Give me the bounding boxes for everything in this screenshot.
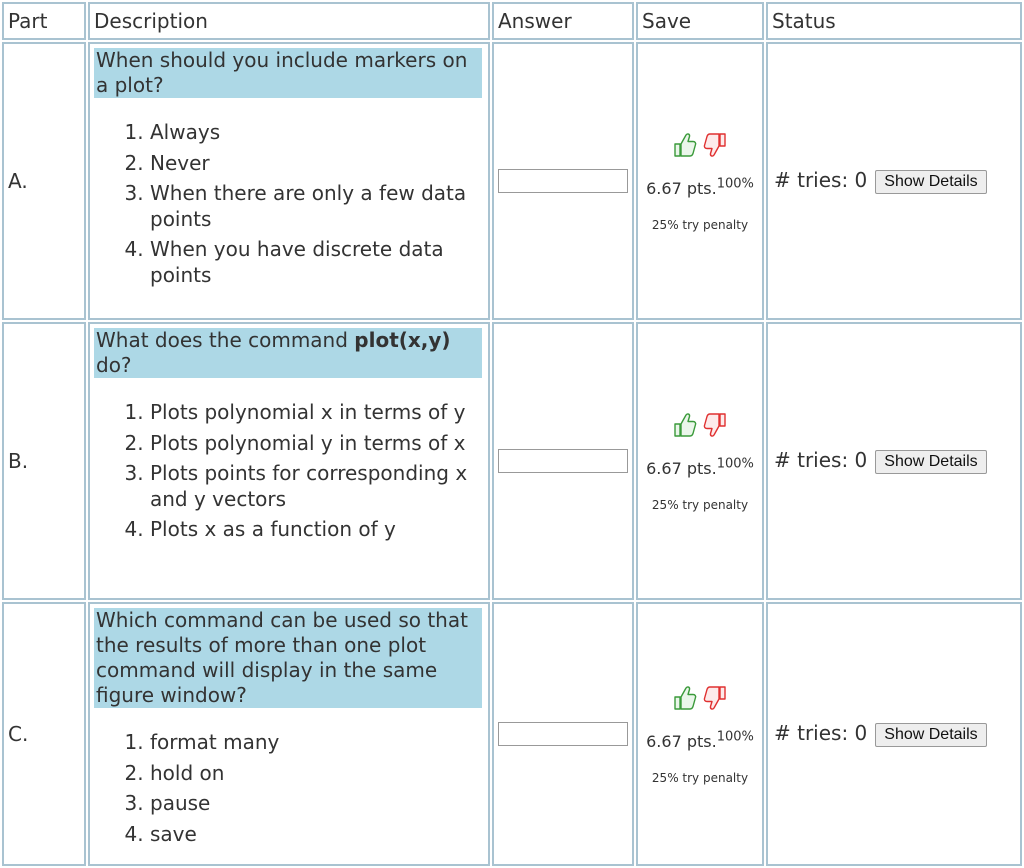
points-value: 6.67 pts.	[646, 178, 717, 198]
header-answer: Answer	[492, 2, 634, 40]
question-row-b	[2, 322, 1022, 600]
thumbs-down-icon[interactable]	[703, 683, 729, 713]
header-row	[2, 2, 1022, 40]
option-item: 3. pause	[150, 791, 482, 817]
answer-input[interactable]	[498, 449, 628, 473]
header-description: Description	[88, 2, 490, 40]
tries-label: # tries: 0	[774, 168, 868, 193]
thumbs-down-icon[interactable]	[703, 130, 729, 160]
option-item: 1. Plots polynomial x in terms of y	[150, 400, 482, 426]
points-label	[646, 456, 754, 478]
description-cell	[88, 602, 490, 866]
options-list	[94, 400, 482, 543]
question-row-a	[2, 42, 1022, 320]
save-cell	[636, 42, 764, 320]
rating-icons	[638, 683, 762, 717]
options-list	[94, 730, 482, 847]
answer-input[interactable]	[498, 722, 628, 746]
points-label	[646, 729, 754, 751]
option-item: 2. Never	[150, 151, 482, 177]
question-text	[94, 328, 482, 378]
option-item: 4. save	[150, 822, 482, 848]
part-label: C.	[2, 602, 86, 866]
header-status: Status	[766, 2, 1022, 40]
question-text-post: do?	[96, 353, 132, 377]
save-cell	[636, 322, 764, 600]
answer-input[interactable]	[498, 169, 628, 193]
option-item: 2. Plots polynomial y in terms of x	[150, 431, 482, 457]
show-details-button[interactable]: Show Details	[875, 450, 986, 474]
thumbs-up-icon[interactable]	[671, 683, 697, 713]
penalty-label: 25% try penalty	[651, 217, 749, 232]
thumbs-up-icon[interactable]	[671, 410, 697, 440]
option-item: 3. When there are only a few data points	[150, 181, 482, 232]
percent-value: 100%	[716, 176, 754, 192]
option-item: 4. Plots x as a function of y	[150, 517, 482, 543]
answer-cell	[492, 322, 634, 600]
save-cell	[636, 602, 764, 866]
description-cell	[88, 42, 490, 320]
part-label: A.	[2, 42, 86, 320]
penalty-label: 25% try penalty	[651, 497, 749, 512]
answer-cell	[492, 42, 634, 320]
option-item: 4. When you have discrete data points	[150, 237, 482, 288]
header-part: Part	[2, 2, 86, 40]
status-cell	[766, 602, 1022, 866]
percent-value: 100%	[716, 729, 754, 745]
show-details-button[interactable]: Show Details	[875, 723, 986, 747]
thumbs-up-icon[interactable]	[671, 130, 697, 160]
description-cell	[88, 322, 490, 600]
part-label: B.	[2, 322, 86, 600]
tries-label: # tries: 0	[774, 721, 868, 746]
show-details-button[interactable]: Show Details	[875, 170, 986, 194]
thumbs-down-icon[interactable]	[703, 410, 729, 440]
status-cell	[766, 322, 1022, 600]
rating-icons	[638, 130, 762, 164]
header-save: Save	[636, 2, 764, 40]
question-row-c	[2, 602, 1022, 866]
tries-label: # tries: 0	[774, 448, 868, 473]
option-item: 3. Plots points for corresponding x and y vectors	[150, 461, 482, 512]
percent-value: 100%	[716, 456, 754, 472]
rating-icons	[638, 410, 762, 444]
question-command: plot(x,y)	[354, 328, 451, 352]
option-item: 2. hold on	[150, 761, 482, 787]
question-text-pre: What does the command	[96, 328, 355, 352]
answer-cell	[492, 602, 634, 866]
options-list	[94, 120, 482, 288]
points-label	[646, 176, 754, 198]
question-text: Which command can be used so that the results of more than one plot command will display in the same figure window?	[94, 608, 482, 708]
points-value: 6.67 pts.	[646, 731, 717, 751]
penalty-label: 25% try penalty	[651, 770, 749, 785]
points-value: 6.67 pts.	[646, 458, 717, 478]
question-text: When should you include markers on a plot?	[94, 48, 482, 98]
option-item: 1. format many	[150, 730, 482, 756]
option-item: 1. Always	[150, 120, 482, 146]
status-cell	[766, 42, 1022, 320]
